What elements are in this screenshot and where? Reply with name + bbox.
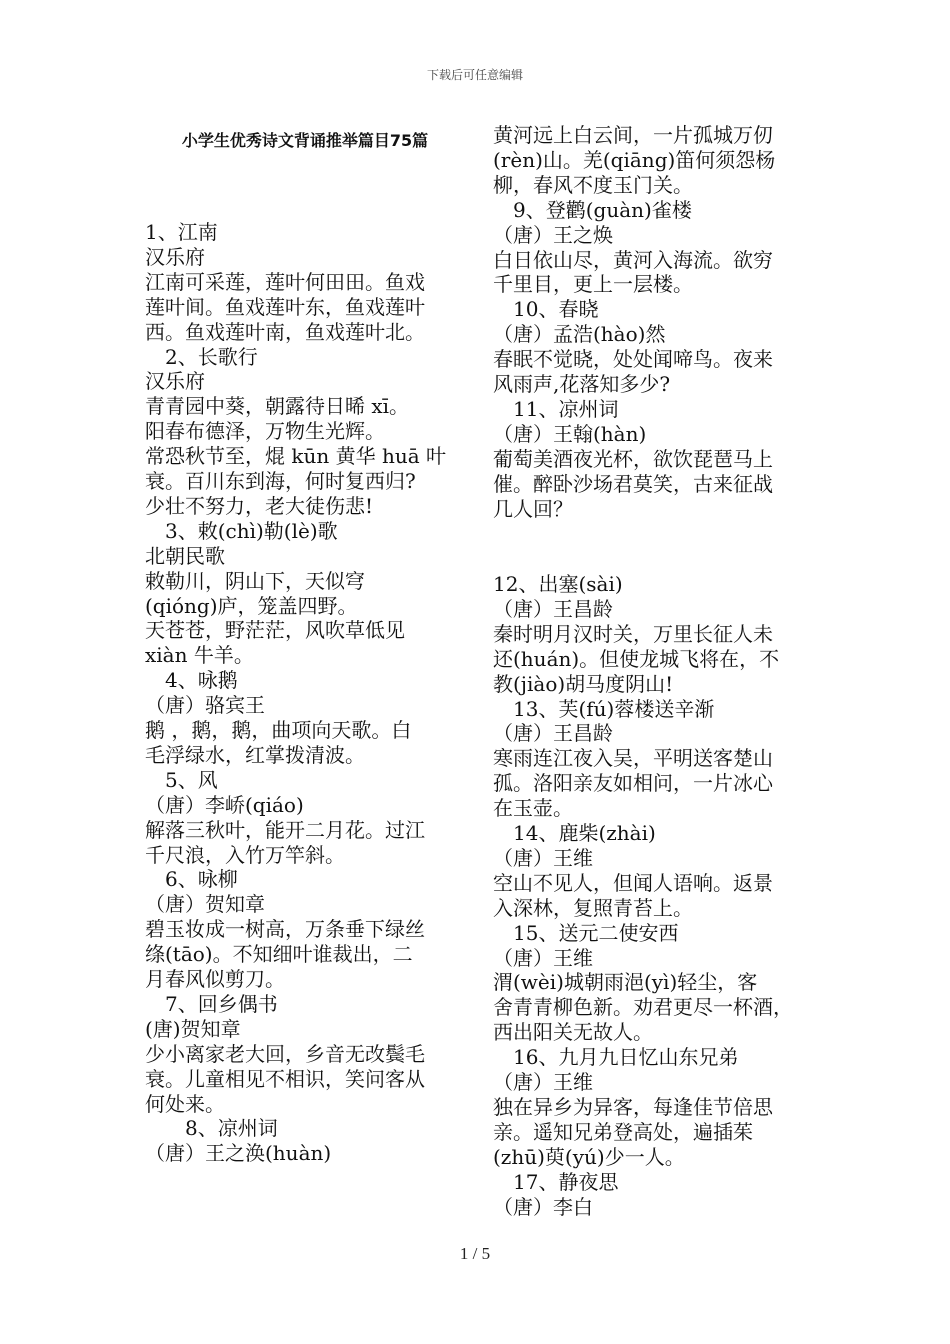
right-text-line: 黄河远上白云间，一片孤城万仞 — [493, 123, 773, 147]
right-text-line: 入深林，复照青苔上。 — [493, 895, 693, 920]
left-text-line: 汉乐府 — [145, 244, 205, 269]
left-text-line: 衰。百川东到海，何时复西归? — [145, 469, 416, 493]
right-text-line: 千里目，更上一层楼。 — [493, 272, 693, 297]
left-text-line: 千尺浪，入竹万竿斜。 — [145, 842, 345, 867]
left-text-line: 何处来。 — [145, 1091, 225, 1116]
left-text-line: 5、风 — [145, 767, 218, 792]
right-text-line: （唐）王维 — [493, 1070, 593, 1094]
left-text-line: 6、咏柳 — [145, 867, 238, 892]
right-text-line: 孤。洛阳亲友如相问，一片冰心 — [493, 771, 773, 796]
left-text-line: （唐）李峤(qiáo) — [145, 792, 304, 817]
right-text-line: 几人回？ — [493, 496, 573, 521]
right-text-line: （唐）李白 — [493, 1194, 593, 1219]
page-number: 1 / 5 — [459, 1244, 491, 1263]
left-text-line: (qióng)庐，笼盖四野。 — [145, 593, 358, 618]
right-text-line: 寒雨连江夜入吴，平明送客楚山 — [493, 746, 773, 771]
left-text-line: 碧玉妆成一树高，万条垂下绿丝 — [145, 917, 425, 942]
left-text-line: (唐)贺知章 — [145, 1016, 241, 1041]
right-text-line: 白日依山尽，黄河入海流。欲穷 — [493, 247, 773, 272]
left-text-line: 解落三秋叶，能开二月花。过江 — [145, 817, 425, 842]
left-text-line: 绦(tāo)。不知细叶谁裁出，二 — [145, 942, 413, 967]
page-header: 下载后可任意编辑 — [426, 68, 523, 82]
left-text-line: 青青园中葵，朝露待日晞 xī。 — [145, 394, 410, 419]
left-text-line: 3、敕(chì)勒(lè)歌 — [145, 518, 338, 543]
left-text-line: （唐）王之涣(huàn) — [145, 1141, 332, 1166]
right-text-line: （唐）孟浩(hào)然 — [493, 322, 666, 347]
right-text-line: 渭(wèi)城朝雨浥(yì)轻尘，客 — [493, 970, 758, 995]
right-text-line: 12、出塞(sài) — [493, 572, 623, 596]
left-text-line: 少小离家老大回，乡音无改鬓毛 — [145, 1041, 425, 1066]
right-text-line: 11、凉州词 — [493, 396, 619, 421]
left-text-line: 8、凉州词 — [145, 1116, 278, 1141]
left-text-line: （唐）骆宾王 — [145, 693, 265, 718]
left-text-line: 月春风似剪刀。 — [145, 967, 285, 991]
right-text-line: 17、静夜思 — [493, 1169, 619, 1194]
right-text-line: （唐）王之焕 — [493, 222, 613, 247]
right-text-line: （唐）王维 — [493, 845, 593, 870]
right-text-line: 春眠不觉晓，处处闻啼鸟。夜来 — [493, 347, 773, 372]
right-text-line: 16、九月九日忆山东兄弟 — [493, 1045, 739, 1070]
left-text-line: 鹅 ，鹅，鹅，曲项向天歌。白 — [145, 718, 412, 742]
right-text-line: 舍青青柳色新。劝君更尽一杯酒， — [493, 995, 793, 1020]
document-title: 小学生优秀诗文背诵推举篇目75篇 — [181, 131, 429, 150]
right-text-line: 西出阳关无故人。 — [493, 1020, 653, 1045]
right-text-line: 亲。遥知兄弟登高处，遍插茱 — [493, 1119, 753, 1144]
left-text-line: （唐）贺知章 — [145, 892, 265, 917]
left-text-line: 天苍苍，野茫茫，风吹草低见 — [145, 618, 405, 643]
left-text-line: 莲叶间。鱼戏莲叶东，鱼戏莲叶 — [145, 294, 425, 319]
right-text-line: (zhū)萸(yú)少一人。 — [493, 1144, 685, 1169]
left-text-line: 毛浮绿水，红掌拨清波。 — [145, 742, 365, 767]
right-text-line: 柳，春风不度玉门关。 — [493, 172, 693, 197]
left-text-line: 7、回乡偶书 — [145, 991, 278, 1016]
left-text-line: xiàn 牛羊。 — [145, 643, 254, 668]
right-text-line: 风雨声,花落知多少? — [493, 372, 671, 396]
right-text-line: (rèn)山。羌(qiāng)笛何须怨杨 — [493, 147, 776, 172]
left-text-line: 汉乐府 — [145, 369, 205, 394]
right-text-line: 在玉壶。 — [493, 796, 573, 821]
right-text-line: 14、鹿柴(zhài) — [493, 821, 656, 845]
right-text-line: 秦时明月汉时关，万里长征人未 — [493, 621, 773, 646]
left-text-line: 2、长歌行 — [145, 344, 258, 369]
left-text-line: 少壮不努力，老大徒伤悲! — [145, 493, 374, 518]
left-text-line: 1、江南 — [145, 220, 218, 244]
left-text-line: 西。鱼戏莲叶南，鱼戏莲叶北。 — [145, 319, 425, 344]
right-text-line: 13、芙(fú)蓉楼送辛渐 — [493, 696, 715, 721]
right-text-line: 9、登鹳(guàn)雀楼 — [493, 197, 692, 222]
right-text-line: 葡萄美酒夜光杯，欲饮琵琶马上 — [493, 446, 773, 471]
right-text-line: （唐）王昌龄 — [493, 596, 613, 621]
left-text-line: 阳春布德泽，万物生光辉。 — [145, 419, 385, 444]
right-text-line: 独在异乡为异客，每逢佳节倍思 — [493, 1094, 773, 1119]
left-text-line: 北朝民歌 — [145, 543, 225, 568]
right-text-line: 空山不见人，但闻人语响。返景 — [493, 870, 773, 895]
right-text-line: 10、春晓 — [493, 297, 599, 322]
right-text-line: （唐）王昌龄 — [493, 721, 613, 746]
right-text-line: 15、送元二使安西 — [493, 920, 679, 945]
right-text-line: 还(huán)。但使龙城飞将在，不 — [493, 646, 780, 671]
left-text-line: 4、咏鹅 — [145, 668, 238, 693]
left-text-line: 常恐秋节至，焜 kūn 黄华 huā 叶 — [145, 444, 446, 469]
left-text-line: 衰。儿童相见不相识，笑问客从 — [145, 1066, 425, 1091]
right-text-line: （唐）王维 — [493, 945, 593, 970]
right-text-line: 催。醉卧沙场君莫笑，古来征战 — [493, 471, 773, 496]
right-text-line: 教(jiào)胡马度阴山! — [493, 671, 674, 696]
left-text-line: 江南可采莲，莲叶何田田。鱼戏 — [145, 269, 425, 294]
right-text-line: （唐）王翰(hàn) — [493, 421, 647, 446]
left-text-line: 敕勒川，阴山下，天似穹 — [145, 568, 365, 593]
